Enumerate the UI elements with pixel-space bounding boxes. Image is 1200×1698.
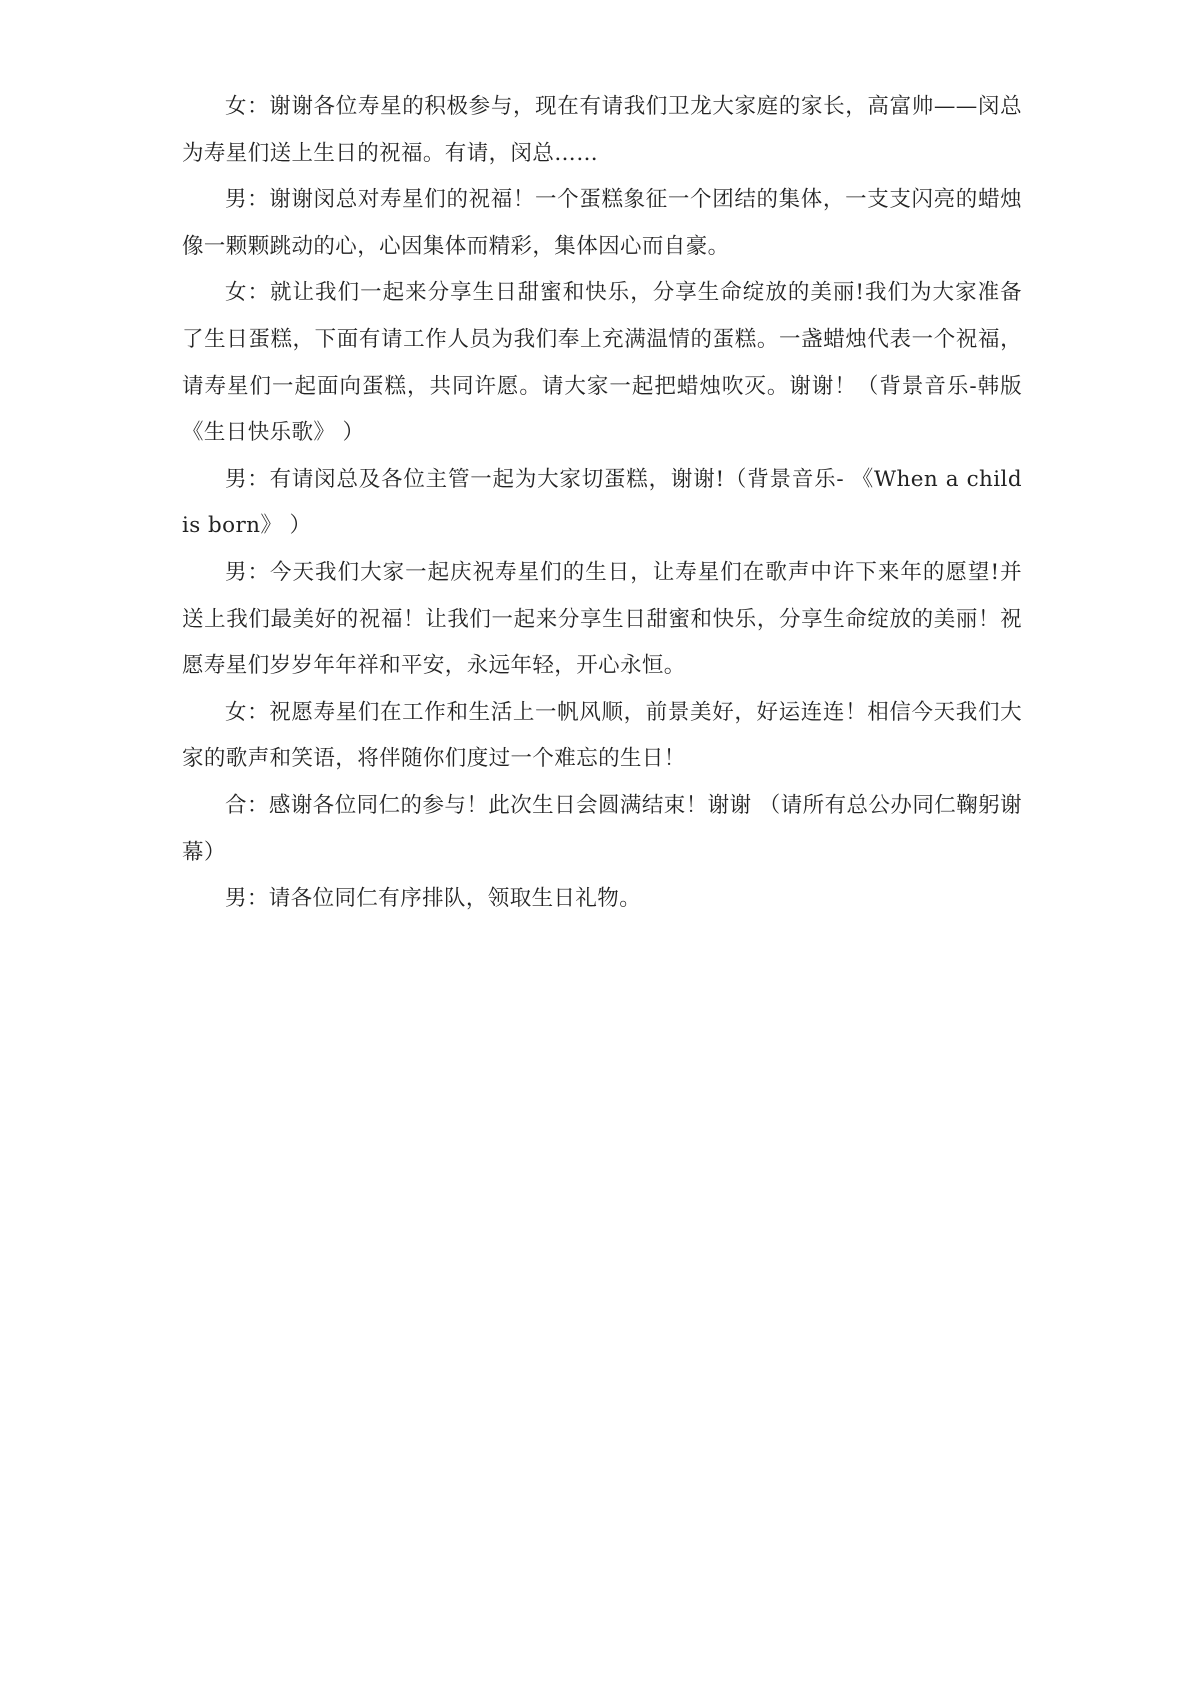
paragraph-5: 男：今天我们大家一起庆祝寿星们的生日，让寿星们在歌声中许下来年的愿望!并送上我们最美好的祝福！让我们一起来分享生日甜蜜和快乐，分享生命绽放的美丽！祝愿寿星们岁岁年年祥和平安，永远年轻，开心永恒。 <box>182 559 1022 679</box>
paragraph-3: 女：就让我们一起来分享生日甜蜜和快乐，分享生命绽放的美丽!我们为大家准备了生日蛋糕，下面有请工作人员为我们奉上充满温情的蛋糕。一盏蜡烛代表一个祝福，请寿星们一起面向蛋糕，共同许愿。请大家一起把蜡烛吹灭。谢谢！（背景音乐-韩版《生日快乐歌》 ） <box>182 280 1022 446</box>
paragraph-7: 合：感谢各位同仁的参与！此次生日会圆满结束！谢谢 （请所有总公办同仁鞠躬谢幕） <box>182 792 1022 865</box>
paragraph-2: 男：谢谢闵总对寿星们的祝福！一个蛋糕象征一个团结的集体，一支支闪亮的蜡烛像一颗颗跳动的心，心因集体而精彩，集体因心而自豪。 <box>182 187 1022 259</box>
paragraph-1: 女：谢谢各位寿星的积极参与，现在有请我们卫龙大家庭的家长，高富帅——闵总为寿星们送上生日的祝福。有请，闵总…… <box>182 94 1022 166</box>
paragraph-4: 男：有请闵总及各位主管一起为大家切蛋糕，谢谢!（背景音乐- 《When a child is born》 ） <box>182 466 1022 539</box>
paragraph-6: 女：祝愿寿星们在工作和生活上一帆风顺，前景美好，好运连连！相信今天我们大家的歌声和笑语，将伴随你们度过一个难忘的生日！ <box>182 699 1022 772</box>
document-body <box>182 84 1022 923</box>
paragraph-8: 男：请各位同仁有序排队，领取生日礼物。 <box>225 886 642 912</box>
